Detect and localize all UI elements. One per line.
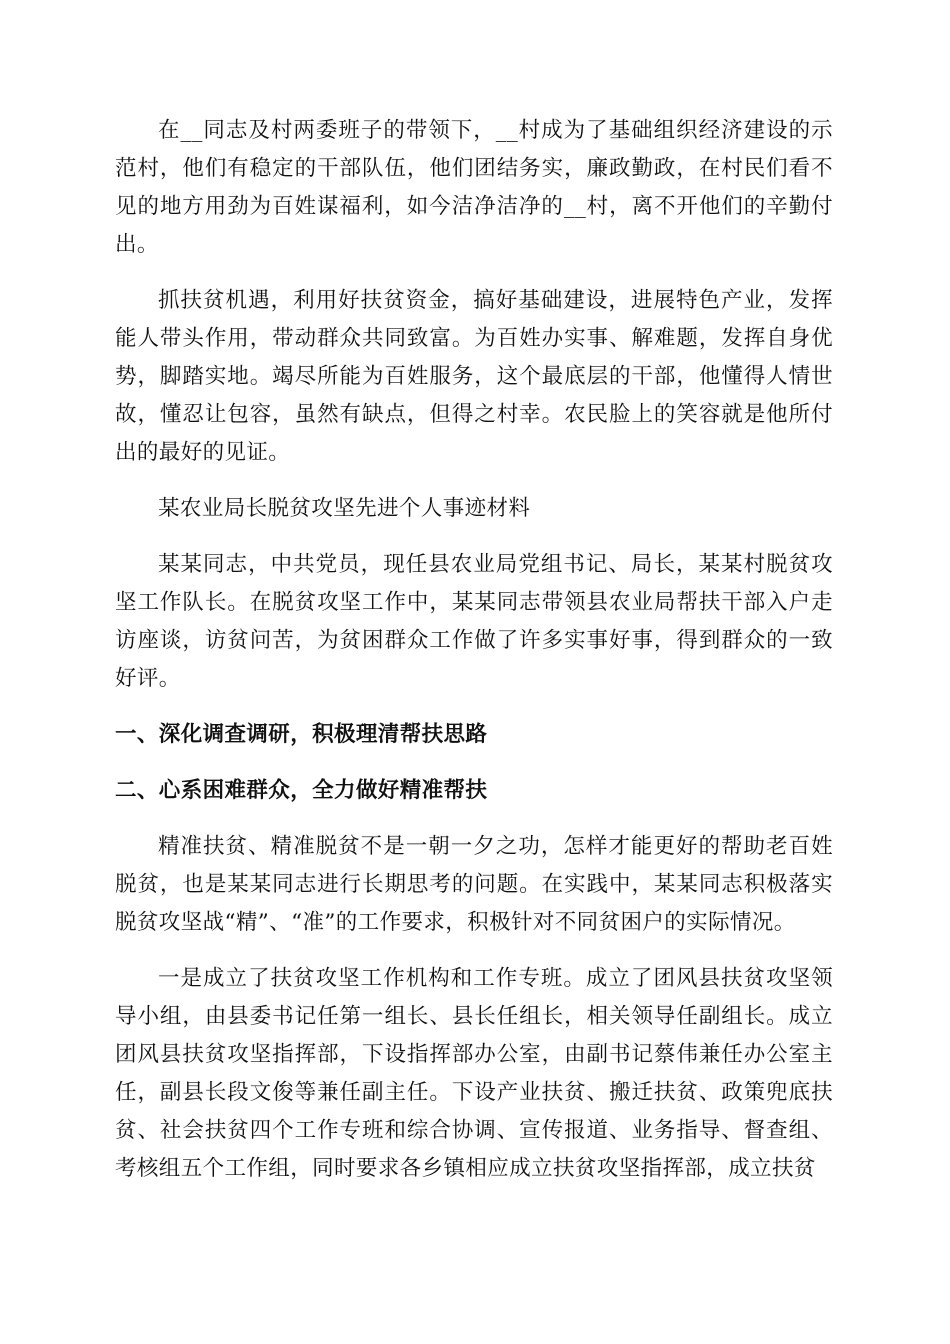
paragraph-introduction: 某某同志，中共党员，现任县农业局党组书记、局长，某某村脱贫攻坚工作队长。在脱贫攻坚工作中，某某同志带领县农业局帮扶干部入户走访座谈，访贫问苦，为贫困群众工作做了许多实事好事，得到群众的一致好评。 bbox=[115, 552, 833, 691]
paragraph-precise-poverty: 精准扶贫、精准脱贫不是一朝一夕之功，怎样才能更好的帮助老百姓脱贫，也是某某同志进行长期思考的问题。在实践中，某某同志积极落实脱贫攻坚战“精”、“准”的工作要求，积极针对不同贫困户的实际情况。 bbox=[115, 834, 833, 935]
document-page bbox=[115, 112, 833, 1188]
section-heading-2: 二、心系困难群众，全力做好精准帮扶 bbox=[115, 778, 488, 803]
section-heading-1: 一、深化调查调研，积极理清帮扶思路 bbox=[115, 722, 488, 747]
paragraph-poverty-opportunity: 抓扶贫机遇，利用好扶贫资金，搞好基础建设，进展特色产业，发挥能人带头作用，带动群众共同致富。为百姓办实事、解难题，发挥自身优势，脚踏实地。竭尽所能为百姓服务，这个最底层的干部，他懂得人情世故，懂忍让包容，虽然有缺点，但得之村幸。农民脸上的笑容就是他所付出的最好的见证。 bbox=[115, 288, 833, 465]
paragraph-village-committee: 在__同志及村两委班子的带领下，__村成为了基础组织经济建设的示范村，他们有稳定的干部队伍，他们团结务实，廉政勤政，在村民们看不见的地方用劲为百姓谋福利，如今洁净洁净的__村，离不开他们的辛勤付出。 bbox=[115, 118, 833, 257]
paragraph-work-organization: 一是成立了扶贫攻坚工作机构和工作专班。成立了团风县扶贫攻坚领导小组，由县委书记任第一组长、县长任组长，相关领导任副组长。成立团风县扶贫攻坚指挥部，下设指挥部办公室，由副书记蔡伟兼任办公室主任，副县长段文俊等兼任副主任。下设产业扶贫、搬迁扶贫、政策兜底扶贫、社会扶贫四个工作专班和综合协调、宣传报道、业务指导、督查组、考核组五个工作组，同时要求各乡镇相应成立扶贫攻坚指挥部，成立扶贫 bbox=[115, 966, 833, 1181]
document-subtitle: 某农业局长脱贫攻坚先进个人事迹材料 bbox=[158, 496, 531, 521]
